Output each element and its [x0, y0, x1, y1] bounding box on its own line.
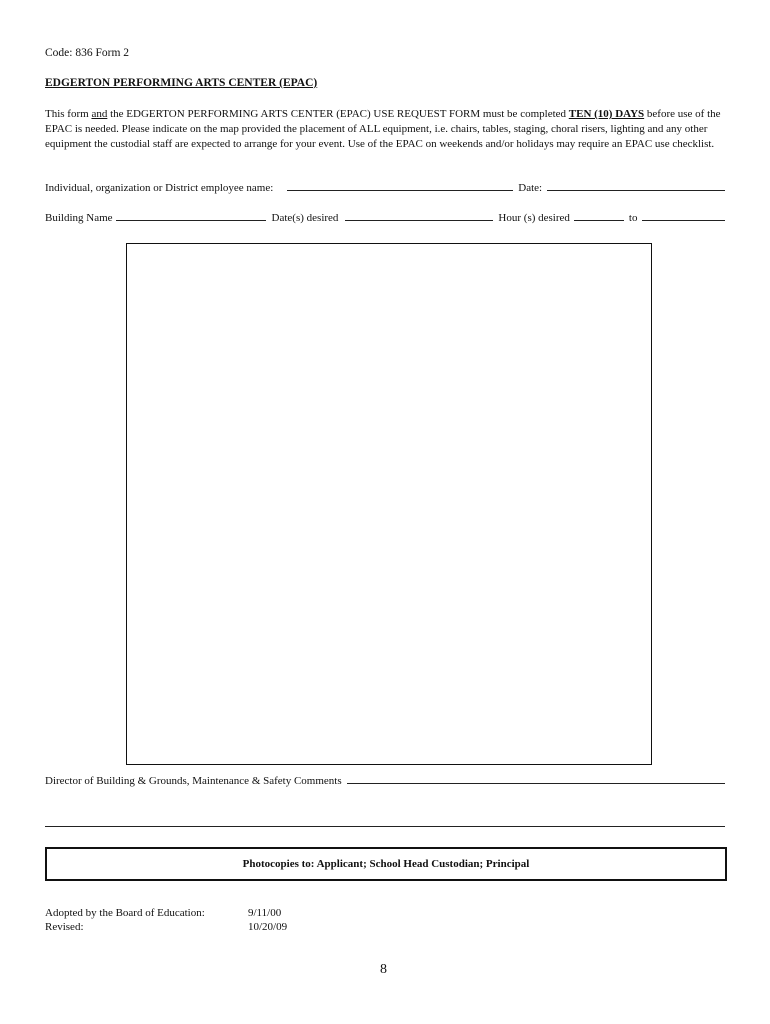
page-title: EDGERTON PERFORMING ARTS CENTER (EPAC)	[45, 77, 318, 89]
dates-label: Date(s) desired	[271, 212, 339, 224]
hours-end-field[interactable]	[642, 210, 725, 221]
instructions-and: and	[91, 108, 108, 120]
instructions-text-2: the EDGERTON PERFORMING ARTS CENTER (EPAC) USE REQUEST FORM must be completed	[107, 108, 569, 120]
name-label: Individual, organization or District employee name:	[45, 182, 274, 194]
instructions-paragraph	[45, 107, 735, 152]
footer-dates	[248, 906, 287, 934]
equipment-map-area[interactable]	[126, 243, 652, 765]
photocopies-box	[45, 847, 727, 881]
dates-field[interactable]	[345, 210, 493, 221]
form-code: Code: 836 Form 2	[45, 47, 130, 59]
building-field[interactable]	[116, 210, 266, 221]
to-label: to	[628, 212, 638, 224]
building-label: Building Name	[45, 212, 113, 224]
comments-field[interactable]	[347, 773, 725, 784]
hours-label: Hour (s) desired	[498, 212, 570, 224]
revised-label: Revised:	[45, 921, 84, 933]
instructions-deadline: TEN (10) DAYS	[568, 108, 645, 120]
instructions-text-1: This form	[45, 108, 92, 120]
adopted-label: Adopted by the Board of Education:	[45, 907, 205, 919]
name-date-row	[45, 180, 725, 194]
comments-line-2[interactable]	[45, 826, 725, 827]
instructions-text-3: before use of the EPAC is needed. Please indicate on the map provided the placement of ALL equipment, i.e. chairs, tables, staging, choral risers, lighting and any other equipment the custodial staff are expected to arrange for your event. Use of the EPAC on weekends and/or holidays may require an EPAC use checklist.	[45, 108, 721, 150]
name-field[interactable]	[287, 180, 513, 191]
photocopies-text: Photocopies to: Applicant; School Head Custodian; Principal	[242, 858, 530, 870]
hours-start-field[interactable]	[574, 210, 624, 221]
comments-label: Director of Building & Grounds, Maintenance & Safety Comments	[45, 775, 342, 787]
footer-labels	[45, 906, 205, 934]
page-number: 8	[380, 962, 387, 977]
building-row	[45, 210, 725, 224]
adopted-date: 9/11/00	[248, 907, 282, 919]
date-label: Date:	[518, 182, 543, 194]
comments-row	[45, 773, 725, 787]
date-field[interactable]	[547, 180, 725, 191]
revised-date: 10/20/09	[248, 921, 288, 933]
